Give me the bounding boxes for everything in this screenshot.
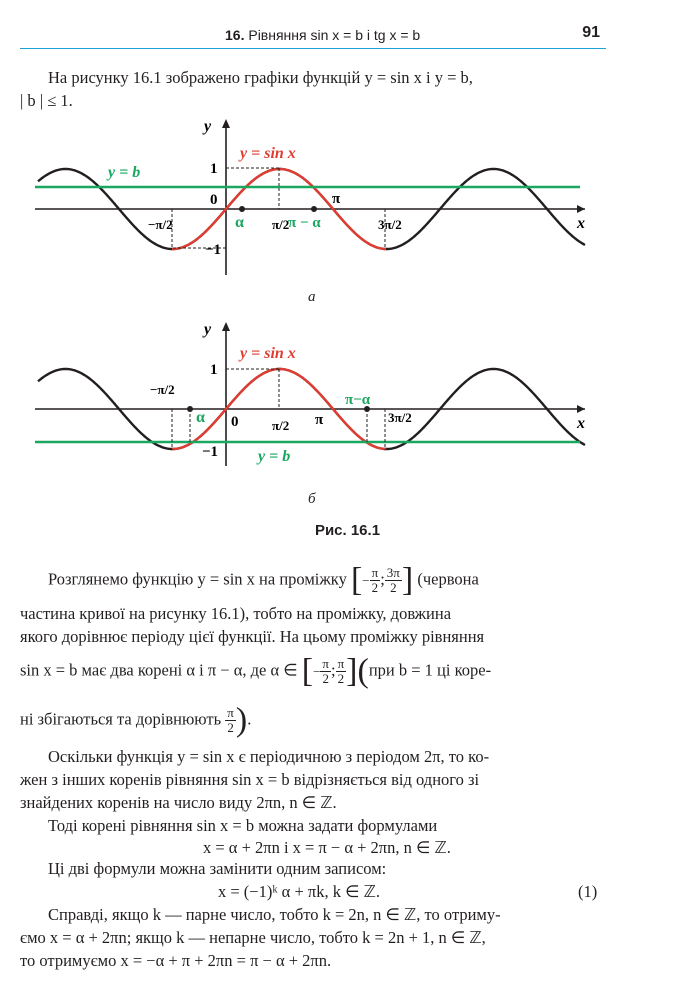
three-pi-half-label: 3π/2 [388,410,412,425]
pi-minus-alpha-label: π − α [288,215,321,231]
intro-line-1: На рисунку 16.1 зображено графіки функцій y = sin x і y = b, [48,68,473,87]
caption-a: а [308,289,316,305]
y-axis-label: y [204,321,212,338]
curve-label: y = sin x [240,145,296,162]
page-header [20,22,606,49]
x-axis-label: x [577,415,585,432]
y-axis-label: y [204,118,212,135]
tick-minus-one: −1 [202,444,219,460]
y-axis-arrow [222,119,230,128]
neg-pi-half-label: −π/2 [148,217,173,232]
p1-line-5: ні збігаються та дорівнюють $\frac{\pi}{2}$ ). [20,701,252,739]
tick-minus-one: −1 [205,242,222,258]
origin-label: 0 [231,414,239,430]
p1-line-1: Розглянемо функцію y = sin x на проміжку [ − $\frac{\pi}{2}$ ; $\frac{3\pi}{2}$ ] (червона [48,561,479,599]
figure-caption: Рис. 16.1 [314,522,381,539]
x-axis-arrow [577,405,585,413]
pi-label: π [332,191,341,207]
neg-pi-half-label: −π/2 [150,382,175,397]
pi-label: π [315,412,324,428]
tick-one: 1 [210,362,218,378]
y-axis-arrow [222,322,230,331]
line-label: y = b [108,164,141,181]
alpha-label: α [235,214,244,231]
p1-line-4: sin x = b має два корені α і π − α, де α ∈ [ − $\frac{\pi}{2}$ ; $\frac{\pi}{2}$ ](при b = 1 ці коре- [20,652,492,690]
section-title: 16. Рівняння sin x = b і tg x = b [225,27,421,43]
p5-line-2: ємо x = α + 2πn; якщо k — непарне число, тобто k = 2n + 1, n ∈ ℤ, [20,928,486,947]
intro-line-2: | b | ≤ 1. [20,91,73,110]
p5-line-1: Справді, якщо k — парне число, тобто k = 2n, n ∈ ℤ, то отриму- [48,905,501,924]
page-number: 91 [582,24,600,41]
three-pi-half-label: 3π/2 [378,217,402,232]
p3-line-2: x = α + 2πn і x = π − α + 2πn, n ∈ ℤ. [203,838,451,857]
p4-line-2: x = (−1)ᵏ α + πk, k ∈ ℤ. [218,882,380,901]
tick-one: 1 [210,161,218,177]
graph-a [30,115,590,280]
alpha-label: α [196,409,205,426]
p2-line-1: Оскільки функція y = sin x є періодичною з періодом 2π, то ко- [48,747,490,766]
root-alpha [239,206,245,212]
p1-line-2: частина кривої на рисунку 16.1), тобто на проміжку, довжина [20,604,452,623]
line-label: y = b [258,448,291,465]
root-alpha [187,406,193,412]
x-axis-arrow [577,205,585,213]
graph-b [30,318,590,468]
p1-line-3: якого дорівнює періоду цієї функції. На цьому проміжку рівняння [20,627,485,646]
p5-line-3: то отримуємо x = −α + π + 2πn = π − α + 2πn. [20,951,332,970]
p2-line-3: знайдених коренів на число виду 2πn, n ∈ ℤ. [20,793,337,812]
p4-line-1: Ці дві формули можна замінити одним записом: [48,859,387,878]
root-pi-minus-alpha [311,206,317,212]
curve-label: y = sin x [240,345,296,362]
p2-line-2: жен з інших коренів рівняння sin x = b відрізняється від одного зі [20,770,480,789]
pi-half-label: π/2 [272,418,290,433]
origin-label: 0 [210,192,218,208]
p3-line-1: Тоді корені рівняння sin x = b можна задати формулами [48,816,438,835]
caption-b: б [308,491,316,507]
x-axis-label: x [577,215,585,232]
pi-half-label: π/2 [272,217,290,232]
formula-number: (1) [578,882,598,901]
pi-minus-alpha-label: π−α [345,392,371,408]
